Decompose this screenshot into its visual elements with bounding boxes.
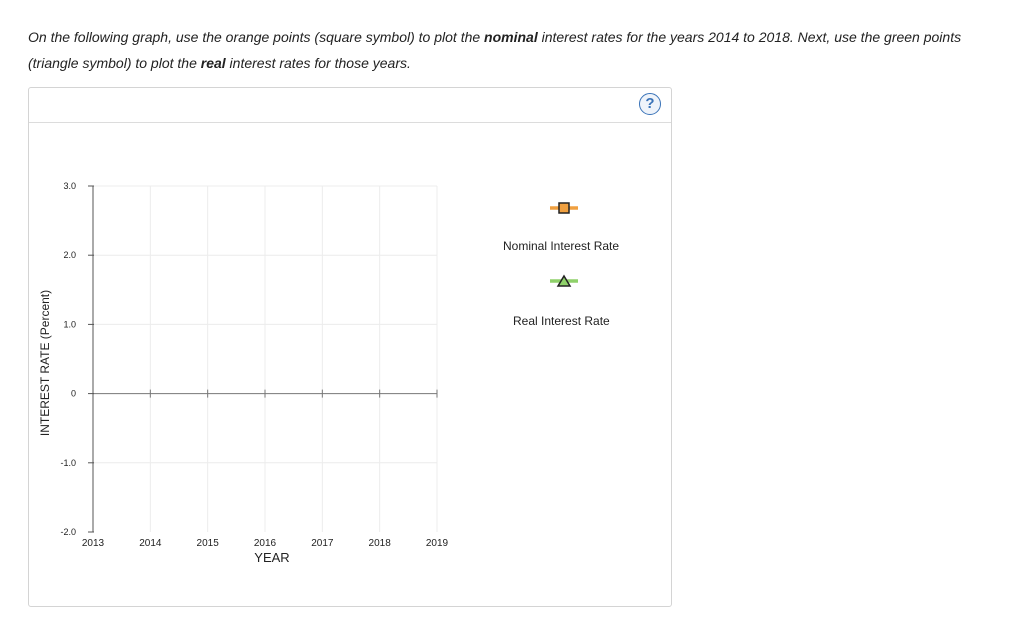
y-tick-label: 2.0 — [63, 250, 76, 261]
instructions-part-1: On the following graph, use the orange points (square symbol) to plot the — [28, 29, 485, 45]
interest-rate-chart — [29, 88, 671, 606]
y-tick-label: 0 — [70, 388, 76, 399]
instructions-part-3: interest rates for those years. — [225, 55, 411, 71]
label-layer — [38, 181, 449, 565]
axis-layer — [88, 186, 437, 532]
graph-panel — [28, 87, 672, 607]
legend-label-real: Real Interest Rate — [513, 314, 610, 328]
x-tick-label: 2018 — [368, 538, 391, 549]
grid-layer — [93, 186, 437, 532]
x-tick-label: 2014 — [139, 538, 162, 549]
y-tick-label: -2.0 — [60, 527, 76, 537]
instructions-bold-nominal: nominal — [484, 29, 538, 45]
instructions-bold-real: real — [200, 55, 226, 71]
x-tick-label: 2016 — [253, 538, 277, 549]
legend-label-nominal: Nominal Interest Rate — [503, 239, 620, 253]
y-axis-title: INTEREST RATE (Percent) — [38, 289, 52, 437]
y-tick-label: 3.0 — [63, 181, 76, 191]
instructions-part-2: interest rates for the years 2014 to 2018. Next, use the green points (triangle symbol) to plot the — [28, 29, 962, 71]
x-tick-label: 2013 — [81, 538, 105, 549]
x-tick-label: 2019 — [425, 538, 449, 549]
y-tick-label: -1.0 — [60, 457, 76, 468]
legend-square-marker — [559, 203, 569, 213]
instructions-text — [28, 24, 998, 76]
y-tick-label: 1.0 — [63, 319, 76, 330]
x-tick-label: 2017 — [311, 538, 334, 549]
help-button[interactable]: ? — [639, 93, 661, 115]
x-tick-label: 2015 — [196, 538, 219, 549]
x-axis-title: YEAR — [254, 550, 290, 565]
